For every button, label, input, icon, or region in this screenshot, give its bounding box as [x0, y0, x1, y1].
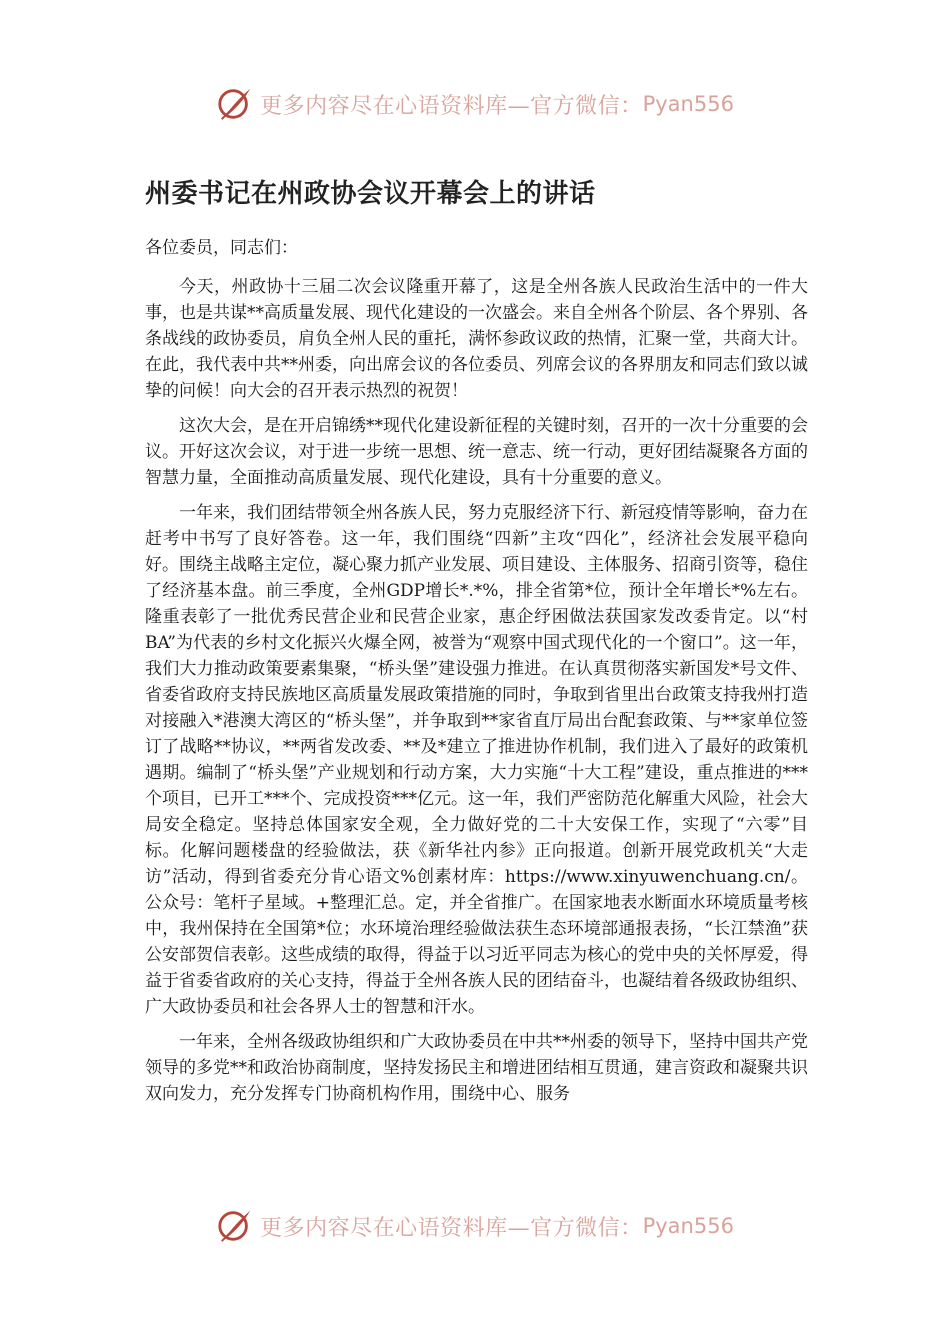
- wechat-id: Pyan556: [642, 92, 734, 116]
- document-body: [145, 175, 808, 1116]
- header-banner: [0, 80, 950, 128]
- paragraph: 一年来，全州各级政协组织和广大政协委员在中共**州委的领导下，坚持中国共产党领导的多党**和政治协商制度，坚持发扬民主和增进团结相互贯通，建言资政和凝聚共识双向发力，充分发挥专门协商机构作用，围绕中心、服务: [145, 1032, 808, 1104]
- quill-logo-icon: [216, 85, 254, 123]
- paragraph: 今天，州政协十三届二次会议隆重开幕了，这是全州各族人民政治生活中的一件大事，也是共谋**高质量发展、现代化建设的一次盛会。来自全州各个阶层、各个界别、各条战线的政协委员，肩负全州人民的重托，满怀参政议政的热情，汇聚一堂，共商大计。在此，我代表中共**州委，向出席会议的各位委员、列席会议的各界朋友和同志们致以诚挚的问候！向大会的召开表示热烈的祝贺！: [145, 277, 808, 401]
- banner-text: 更多内容尽在心语资料库—官方微信：: [260, 1215, 643, 1241]
- salutation: 各位委员，同志们：: [145, 238, 298, 258]
- paragraph: 这次大会，是在开启锦绣**现代化建设新征程的关键时刻，召开的一次十分重要的会议。开好这次会议，对于进一步统一思想、统一意志、统一行动，更好团结凝聚各方面的智慧力量，全面推动高质量发展、现代化建设，具有十分重要的意义。: [145, 416, 808, 488]
- banner-text: 更多内容尽在心语资料库—官方微信：: [260, 93, 643, 119]
- footer-banner: [0, 1202, 950, 1250]
- wechat-id: Pyan556: [642, 1214, 734, 1238]
- paragraph: 一年来，我们团结带领全州各族人民，努力克服经济下行、新冠疫情等影响，奋力在赶考中书写了良好答卷。这一年，我们围绕“四新”主攻“四化”，经济社会发展平稳向好。围绕主战略主定位，凝心聚力抓产业发展、项目建设、主体服务、招商引资等，稳住了经济基本盘。前三季度，全州GDP增长*.*%，排全省第*位，预计全年增长*%左右。隆重表彰了一批优秀民营企业和民营企业家，惠企纾困做法获国家发改委肯定。以“村BA”为代表的乡村文化振兴火爆全网，被誉为“观察中国式现代化的一个窗口”。这一年，我们大力推动政策要素集聚，“桥头堡”建设强力推进。在认真贯彻落实新国发*号文件、省委省政府支持民族地区高质量发展政策措施的同时，争取到省里出台政策支持我州打造对接融入*港澳大湾区的“桥头堡”，并争取到**家省直厅局出台配套政策、与**家单位签订了战略**协议，**两省发改委、**及*建立了推进协作机制，我们进入了最好的政策机遇期。编制了“桥头堡”产业规划和行动方案，大力实施“十大工程”建设，重点推进的***个项目，已开工***个、完成投资***亿元。这一年，我们严密防范化解重大风险，社会大局安全稳定。坚持总体国家安全观，全力做好党的二十大安保工作，实现了“六零”目标。化解问题楼盘的经验做法，获《新华社内参》正向报道。创新开展党政机关“大走访”活动，得到省委充分肯心语文%创素材库：https://www.xinyuwenchuang.cn/。公众号：笔杆子星域。+整理汇总。定，并全省推广。在国家地表水断面水环境质量考核中，我州保持在全国第*位；水环境治理经验做法获生态环境部通报表扬，“长江禁渔”获公安部贺信表彰。这些成绩的取得，得益于以习近平同志为核心的党中央的关怀厚爱，得益于省委省政府的关心支持，得益于全州各族人民的团结奋斗，也凝结着各级政协组织、广大政协委员和社会各界人士的智慧和汗水。: [145, 503, 808, 1017]
- document-title: 州委书记在州政协会议开幕会上的讲话: [145, 179, 596, 209]
- quill-logo-icon: [216, 1207, 254, 1245]
